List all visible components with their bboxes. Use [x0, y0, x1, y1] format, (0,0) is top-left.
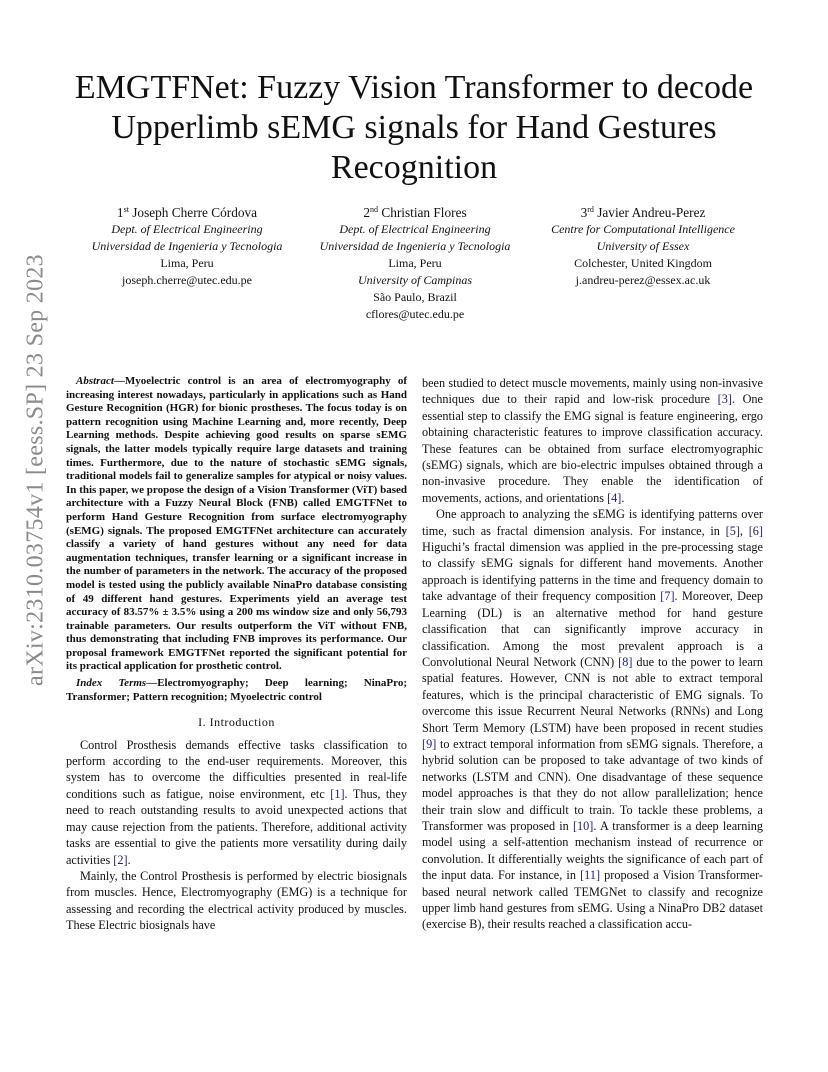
paragraph-text: been studied to detect muscle movements, mainly using non-invasive techniques due to their rapid and low-risk procedure [422, 376, 763, 407]
paragraph-text: due to the power to learn spatial features. However, CNN is not able to extract temporal features, which is the principal characteristic of EMG signals. To overcome this issue Recurrent Neural Networks (RNNs) and Long Short Term Memory (LSTM) have been proposed in recent studies [422, 654, 764, 735]
author-dept: Dept. of Electrical Engineering [111, 222, 263, 236]
left-body [66, 737, 407, 934]
author-name: Christian Flores [381, 205, 467, 220]
body-paragraph [422, 506, 763, 933]
author-name: Javier Andreu-Perez [597, 205, 706, 220]
author-name-line: 3rd Javier Andreu-Perez [580, 205, 706, 220]
author-email: j.andreu-perez@essex.ac.uk [575, 273, 711, 287]
section-heading: I. Introduction [198, 715, 275, 730]
citation-link[interactable]: [8] [618, 654, 633, 669]
left-column [66, 375, 407, 934]
author-location: Lima, Peru [388, 256, 442, 270]
author-email: joseph.cherre@utec.edu.pe [122, 273, 252, 287]
abstract [66, 375, 407, 674]
index-terms [66, 677, 407, 704]
body-paragraph [66, 737, 407, 868]
paragraph-text: . A transformer is a deep learning model using a self-attention mechanism instead of recurrence or convolution. It differentially weights the significance of each part of the input data. For instance, in [422, 818, 763, 883]
paragraph-text: Higuchi’s fractal dimension was applied in the pre-processing stage to classify sEMG signals for different hand movements. Another approach is identifying patterns in the time and frequency domain to take advantage of their frequency composition [422, 540, 763, 604]
body-paragraph [422, 375, 763, 506]
author-block-1 [76, 201, 298, 289]
paragraph-text: . [621, 490, 625, 505]
right-body [422, 375, 763, 933]
author-block-3 [530, 201, 756, 289]
paragraph-text: Mainly, the Control Prosthesis is performed by electric biosignals from muscles. Hence, Electromyography (EMG) is a technique for assessing and recording the electrical activity produced by muscles. These Electric biosignals have [66, 868, 407, 933]
citation-link[interactable]: [9] [422, 736, 437, 751]
index-terms-label: Index Terms [76, 677, 147, 690]
paragraph-text: . Thus, they need to reach outstanding results to avoid unexpected actions that may cause rejection from the patients. Therefore, additional activity tasks are essential to give the patients more versatility during daily activities [66, 786, 407, 867]
paragraph-text: to extract temporal information from sEMG signals. Therefore, a hybrid solution can be proposed to take advantage of two kinds of networks (LSTM and CNN). One disadvantage of these sequence model approaches is that they do not allow parallelization; hence their train slow and difficult to train. To tackle these problems, a Transformer was proposed in [422, 736, 763, 833]
author-dept: Dept. of Electrical Engineering [339, 222, 491, 236]
paragraph-text: Control Prosthesis demands effective tasks classification to perform according to the end-user requirements. Moreover, this system has to overcome the difficulties presented in real-life conditions such as fatigue, noise environment, etc [66, 737, 407, 801]
paragraph-text: One approach to analyzing the sEMG is identifying patterns over time, such as fractal dimension analysis. For instance, in [422, 507, 763, 538]
right-column [422, 375, 763, 933]
index-terms-text: —Electromyography; Deep learning; NinaPro; Transformer; Pattern recognition; Myoelectric control [66, 677, 407, 703]
author-location: Lima, Peru [160, 256, 214, 270]
author-org: Universidad de Ingenieria y Tecnologia [319, 239, 511, 253]
paragraph-text: . [127, 852, 131, 867]
citation-link[interactable]: [4] [607, 490, 622, 505]
arxiv-sidebar [14, 254, 58, 686]
author-name-line: 2nd Christian Flores [363, 205, 467, 220]
abstract-text: —Myoelectric control is an area of electromyography of increasing interest nowadays, particularly in applications such as Hand Gesture Recognition (HGR) for bionic prostheses. The focus today is on pattern recognition using Machine Learning and, more recently, Deep Learning methods. Despite achieving good results on sparse sEMG signals, the latter models typically require large datasets and training times. Furthermore, due to the nature of stochastic sEMG signals, traditional models fail to generalize samples for atypical or noisy values. In this paper, we propose the design of a Vision Transformer (ViT) based architecture with a Fuzzy Neural Block (FNB) called EMGTFNet to perform Hand Gesture Recognition from surface electromyography (sEMG) signals. The proposed EMGTFNet architecture can accurately classify a variety of hand gestures without any need for data augmentation techniques, transfer learning or a significant increase in the number of parameters in the network. The accuracy of the proposed model is tested using the publicly available NinaPro database consisting of 49 different hand gestures. Experiments yield an average test accuracy of 83.57% ± 3.5% using a 200 ms window size and only 56,793 trainable parameters. Our results outperform the ViT without FNB, thus demonstrating that including FNB improves its performance. Our proposal framework EMGTFNet reported the significant potential for its practical application for prosthetic control. [66, 375, 407, 673]
citation-link[interactable]: [7] [660, 589, 675, 604]
body-paragraph [66, 868, 407, 934]
citation-link[interactable]: [10] [572, 818, 594, 833]
citation-link[interactable]: [6] [748, 523, 763, 538]
author-name-line: 1st Joseph Cherre Córdova [116, 205, 258, 220]
citation-link[interactable]: [5] [725, 523, 740, 538]
author-name: Joseph Cherre Córdova [132, 205, 258, 220]
author-org: University of Essex [596, 239, 690, 253]
author-block-2 [302, 201, 528, 323]
author-org-2: University of Campinas [358, 273, 472, 287]
author-org: Universidad de Ingenieria y Tecnologia [91, 239, 283, 253]
paragraph-text: proposed a Vision Transformer-based neural network called TEMGNet to classify and recognize upper limb hand gestures from sEMG. Using a NinaPro DB2 dataset (exercise B), their results reached a classification accu- [422, 868, 763, 932]
citation-link[interactable]: [1] [330, 786, 345, 801]
paper-title: EMGTFNet: Fuzzy Vision Transformer to decode Upperlimb sEMG signals for Hand Gestures Recognition [74, 69, 754, 186]
arxiv-id: arXiv:2310.03754v1 [eess.SP] 23 Sep 2023 [22, 254, 49, 686]
paragraph-text: . Moreover, Deep Learning (DL) is an alternative method for hand gesture classification that can significantly improve accuracy in classification. Among the most prevalent approach is a Convolutional Neural Network (CNN) [422, 589, 763, 669]
author-location-2: São Paulo, Brazil [373, 290, 457, 304]
author-email: cflores@utec.edu.pe [365, 307, 465, 321]
author-dept: Centre for Computational Intelligence [551, 222, 735, 236]
citation-link[interactable]: [11] [580, 868, 601, 883]
author-location: Colchester, United Kingdom [574, 256, 712, 270]
abstract-label: Abstract [76, 375, 114, 387]
citation-link[interactable]: [3] [717, 392, 732, 407]
paragraph-text: , [739, 523, 749, 538]
paragraph-text: . One essential step to classify the EMG signal is feature engineering, ergo obtaining characteristic features to improve classification accuracy. These features can be obtained from surface electromyographic (sEMG) signals, which are bio-electric impulses obtained through a non-invasive procedure. They enable the identification of movements, actions, and orientations [422, 392, 763, 505]
citation-link[interactable]: [2] [113, 852, 128, 867]
